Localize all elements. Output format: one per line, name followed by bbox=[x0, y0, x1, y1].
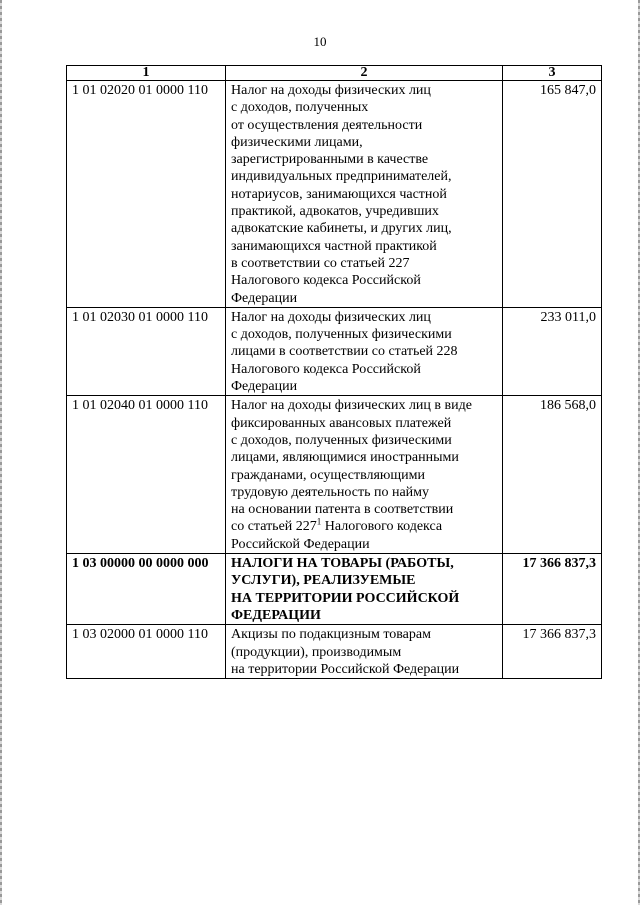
table-row bbox=[67, 81, 602, 308]
budget-code-cell: 1 03 02000 01 0000 110 bbox=[67, 625, 226, 679]
name-line: Налог на доходы физических лиц bbox=[231, 83, 431, 98]
name-line: адвокатские кабинеты, и других лиц, bbox=[231, 221, 452, 237]
name-line: Налог на доходы физических лиц bbox=[231, 309, 431, 325]
name-line: фиксированных авансовых платежей bbox=[231, 415, 452, 431]
name-line: ФЕДЕРАЦИИ bbox=[231, 607, 321, 623]
superscript: 1 bbox=[316, 516, 322, 527]
name-line: гражданами, осуществляющими bbox=[231, 467, 426, 483]
name-text: Налогового кодекса bbox=[321, 519, 443, 535]
name-line: лицами в соответствии со статьей 228 bbox=[231, 344, 458, 360]
revenue-name-cell bbox=[226, 625, 503, 679]
name-line: лицами, являющимися иностранными bbox=[231, 450, 459, 466]
name-line: с доходов, полученных физическими bbox=[231, 432, 452, 448]
name-line: на территории Российской Федерации bbox=[231, 661, 460, 677]
table-header-row bbox=[67, 66, 602, 81]
name-line: Налог на доходы физических лиц в виде bbox=[231, 398, 472, 414]
revenue-name-cell bbox=[226, 81, 503, 308]
scan-left-edge bbox=[0, 0, 2, 905]
revenue-name-cell bbox=[226, 554, 503, 625]
name-line: индивидуальных предпринимателей, bbox=[231, 169, 452, 185]
name-line: физическими лицами, bbox=[231, 134, 363, 150]
page-number: 10 bbox=[313, 34, 327, 49]
name-line: нотариусов, занимающихся частной bbox=[231, 186, 447, 202]
column-header-1: 1 bbox=[67, 66, 226, 81]
name-line: УСЛУГИ), РЕАЛИЗУЕМЫЕ bbox=[231, 573, 416, 589]
name-line-with-superscript bbox=[231, 518, 497, 535]
budget-code-cell: 1 01 02040 01 0000 110 bbox=[67, 396, 226, 554]
table-row bbox=[67, 396, 602, 554]
revenue-table bbox=[66, 65, 602, 679]
budget-code-cell: 1 01 02030 01 0000 110 bbox=[67, 307, 226, 395]
amount-cell: 17 366 837,3 bbox=[503, 554, 602, 625]
name-line: Федерации bbox=[231, 290, 298, 306]
name-line: трудовую деятельность по найму bbox=[231, 484, 430, 500]
name-line: занимающихся частной практикой bbox=[231, 238, 437, 254]
budget-code-cell: 1 03 00000 00 0000 000 bbox=[67, 554, 226, 625]
name-line: (продукции), производимым bbox=[231, 644, 402, 660]
name-line: НАЛОГИ НА ТОВАРЫ (РАБОТЫ, bbox=[231, 556, 454, 572]
name-line: Налогового кодекса Российской bbox=[231, 273, 421, 289]
name-text: со статьей 227 bbox=[231, 519, 317, 535]
table-row-section bbox=[67, 554, 602, 625]
name-line: Налогового кодекса Российской bbox=[231, 361, 421, 377]
name-line: зарегистрированными в качестве bbox=[231, 152, 429, 168]
name-line: в соответствии со статьей 227 bbox=[231, 255, 410, 271]
name-line: НА ТЕРРИТОРИИ РОССИЙСКОЙ bbox=[231, 590, 460, 606]
name-line: на основании патента в соответствии bbox=[231, 502, 454, 518]
name-line: практикой, адвокатов, учредивших bbox=[231, 204, 439, 220]
amount-cell: 17 366 837,3 bbox=[503, 625, 602, 679]
name-line: с доходов, полученных bbox=[231, 100, 369, 116]
amount-cell: 233 011,0 bbox=[503, 307, 602, 395]
name-line: с доходов, полученных физическими bbox=[231, 327, 452, 343]
revenue-name-cell bbox=[226, 396, 503, 554]
column-header-2: 2 bbox=[226, 66, 503, 81]
column-header-3: 3 bbox=[503, 66, 602, 81]
budget-code-cell: 1 01 02020 01 0000 110 bbox=[67, 81, 226, 308]
revenue-name-cell bbox=[226, 307, 503, 395]
amount-cell: 165 847,0 bbox=[503, 81, 602, 308]
name-line: от осуществления деятельности bbox=[231, 117, 423, 133]
name-line: Российской Федерации bbox=[231, 536, 370, 552]
table-row bbox=[67, 307, 602, 395]
name-line: Федерации bbox=[231, 379, 298, 395]
table-row bbox=[67, 625, 602, 679]
name-line: Акцизы по подакцизным товарам bbox=[231, 627, 431, 643]
amount-cell: 186 568,0 bbox=[503, 396, 602, 554]
